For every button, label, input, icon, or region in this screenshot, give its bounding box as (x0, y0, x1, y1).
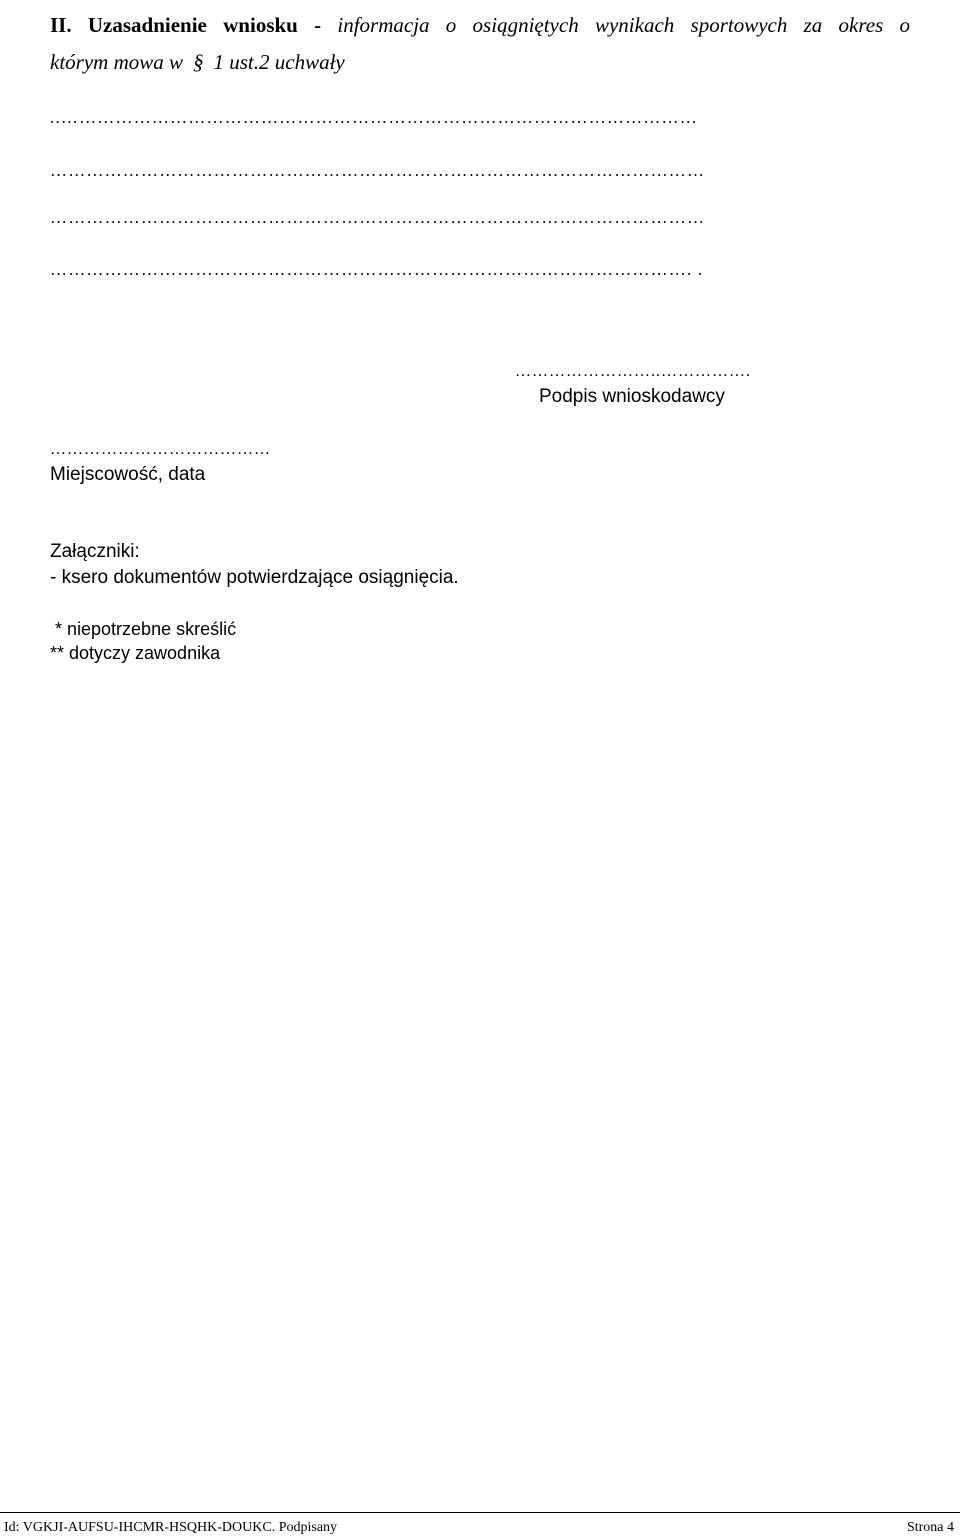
fill-line-3: ……………………………………………………………………………………………… (50, 208, 706, 227)
fill-line-2: ……………………………………………………………………………………………… (50, 161, 706, 180)
fill-line-1: ..…………………………………………………………………………………………… (50, 108, 698, 127)
fill-line-4: ……………………………………………………………………………………………. . (50, 260, 704, 279)
section-title-line2-after: 1 ust.2 uchwały (213, 50, 345, 74)
footer-page-number: Strona 4 (906, 1520, 954, 1535)
footnote-strike: * niepotrzebne skreślić (55, 619, 237, 639)
footer-document-id: Id: VGKJI-AUFSU-IHCMR-HSQHK-DOUKC. Podpisany (4, 1520, 338, 1535)
place-date-dots: ………………………………… (50, 441, 271, 458)
attachments-item: - ksero dokumentów potwierdzające osiągnięcia. (50, 567, 459, 588)
attachments-title: Załączniki: (50, 541, 140, 562)
section-sign: § (193, 50, 204, 74)
section-title-line2-before: którym mowa w (50, 50, 183, 74)
footer-divider (0, 1512, 960, 1513)
section-title-line1: informacja o osiągniętych wynikach sportowych za okres o (337, 13, 911, 37)
section-heading-continuation (50, 37, 345, 87)
section-number: II. (50, 13, 72, 37)
signature-dots: ……………………..……………. (515, 363, 751, 380)
place-date-label: Miejscowość, data (50, 464, 206, 485)
footnote-athlete: ** dotyczy zawodnika (50, 643, 221, 663)
signature-label: Podpis wnioskodawcy (539, 386, 725, 407)
section-label: Uzasadnienie wniosku - (87, 13, 322, 37)
